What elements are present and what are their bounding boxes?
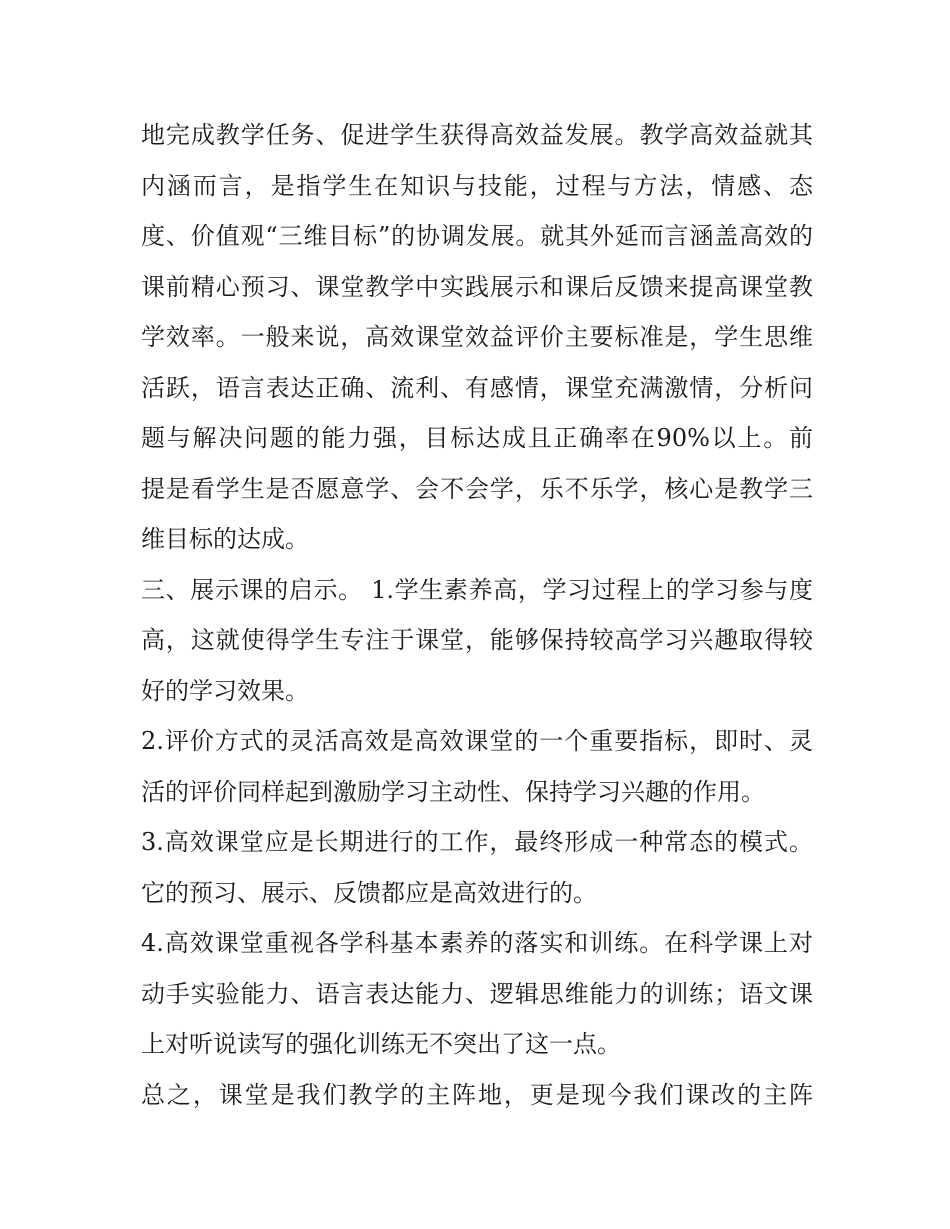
text-line: 它的预习、展示、反馈都应是高效进行的。 xyxy=(141,878,597,907)
paragraph-point-two xyxy=(141,716,813,817)
text-line: 课前精心预习、课堂教学中实践展示和课后反馈来提高课堂教 xyxy=(141,272,813,301)
text-line: 活的评价同样起到激励学习主动性、保持学习兴趣的作用。 xyxy=(141,777,765,806)
text-line: 维目标的达成。 xyxy=(141,525,309,553)
text-line: 3.高效课堂应是长期进行的工作，最终形成一种常态的模式。 xyxy=(141,828,813,856)
paragraph-conclusion xyxy=(141,1070,813,1121)
paragraph-point-four xyxy=(141,918,813,1070)
paragraph-section-three-heading xyxy=(141,565,813,717)
text-line: 2.评价方式的灵活高效是高效课堂的一个重要指标，即时、灵 xyxy=(141,727,813,755)
text-line: 学效率。一般来说，高效课堂效益评价主要标准是，学生思维 xyxy=(141,323,813,351)
text-line: 提是看学生是否愿意学、会不会学，乐不乐学，核心是教学三 xyxy=(141,474,813,503)
text-line: 活跃，语言表达正确、流利、有感情，课堂充满激情，分析问 xyxy=(141,373,813,402)
text-line: 动手实验能力、语言表达能力、逻辑思维能力的训练；语文课 xyxy=(141,979,813,1008)
text-line: 高，这就使得学生专注于课堂，能够保持较高学习兴趣取得较 xyxy=(141,626,813,654)
text-line: 好的学习效果。 xyxy=(141,676,309,705)
paragraph-high-efficiency-definition xyxy=(141,110,813,565)
text-line: 总之，课堂是我们教学的主阵地，更是现今我们课改的主阵 xyxy=(141,1080,813,1109)
text-line: 内涵而言，是指学生在知识与技能，过程与方法，情感、态 xyxy=(141,171,813,200)
text-line: 三、展示课的启示。 1.学生素养高，学习过程上的学习参与度 xyxy=(141,575,813,604)
text-line: 上对听说读写的强化训练无不突出了这一点。 xyxy=(141,1030,621,1058)
text-line: 题与解决问题的能力强，目标达成且正确率在90%以上。前 xyxy=(141,424,813,452)
text-line: 度、价值观“三维目标”的协调发展。就其外延而言涵盖高效的 xyxy=(141,222,813,250)
text-line: 4.高效课堂重视各学科基本素养的落实和训练。在科学课上对 xyxy=(141,929,813,957)
paragraph-point-three xyxy=(141,817,813,918)
document-body xyxy=(141,110,813,1120)
text-line: 地完成教学任务、促进学生获得高效益发展。教学高效益就其 xyxy=(141,121,813,149)
